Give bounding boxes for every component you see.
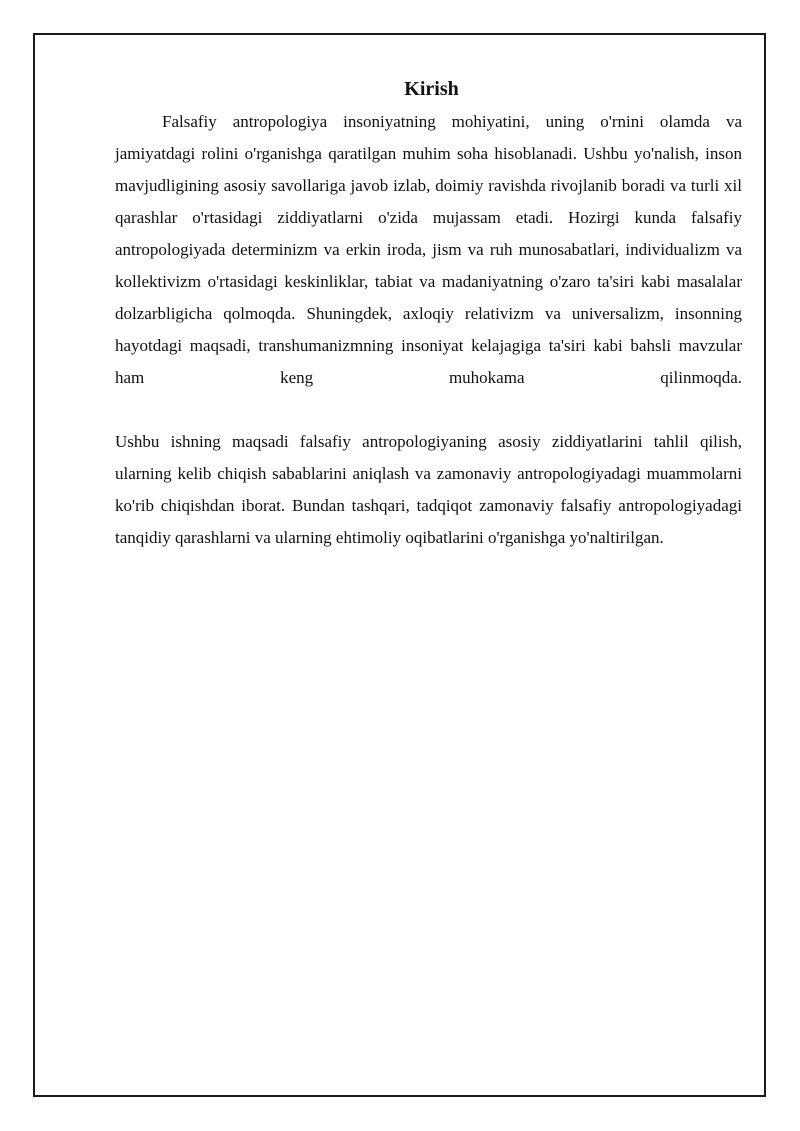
document-title: Kirish (404, 78, 459, 100)
paragraph-purpose: Ushbu ishning maqsadi falsafiy antropologiyaning asosiy ziddiyatlarini tahlil qilish, ularning kelib chiqish sabablarini aniqlash va zamonaviy antropologiyadagi muammolarni ko'rib chiqishdan iborat. Bundan tashqari, tadqiqot zamonaviy falsafiy antropologiyadagi tanqidiy qarashlarni va ularning ehtimoliy oqibatlarini o'rganishga yo'naltirilgan. (115, 432, 742, 547)
document-body (115, 74, 742, 554)
paragraph-intro: Falsafiy antropologiya insoniyatning mohiyatini, uning o'rnini olamda va jamiyatdagi rolini o'rganishga qaratilgan muhim soha hisoblanadi. Ushbu yo'nalish, inson mavjudligining asosiy savollariga javob izlab, doimiy ravishda rivojlanib boradi va turli xil qarashlar o'rtasidagi ziddiyatlarni o'zida mujassam etadi. Hozirgi kunda falsafiy antropologiyada determinizm va erkin iroda, jism va ruh munosabatlari, individualizm va kollektivizm o'rtasidagi keskinliklar, tabiat va madaniyatning o'zaro ta'siri kabi masalalar dolzarbligicha qolmoqda. Shuningdek, axloqiy relativizm va universalizm, insonning hayotdagi maqsadi, transhumanizmning insoniyat kelajagiga ta'siri kabi bahsli mavzular ham keng muhokama qilinmoqda. (115, 112, 742, 387)
